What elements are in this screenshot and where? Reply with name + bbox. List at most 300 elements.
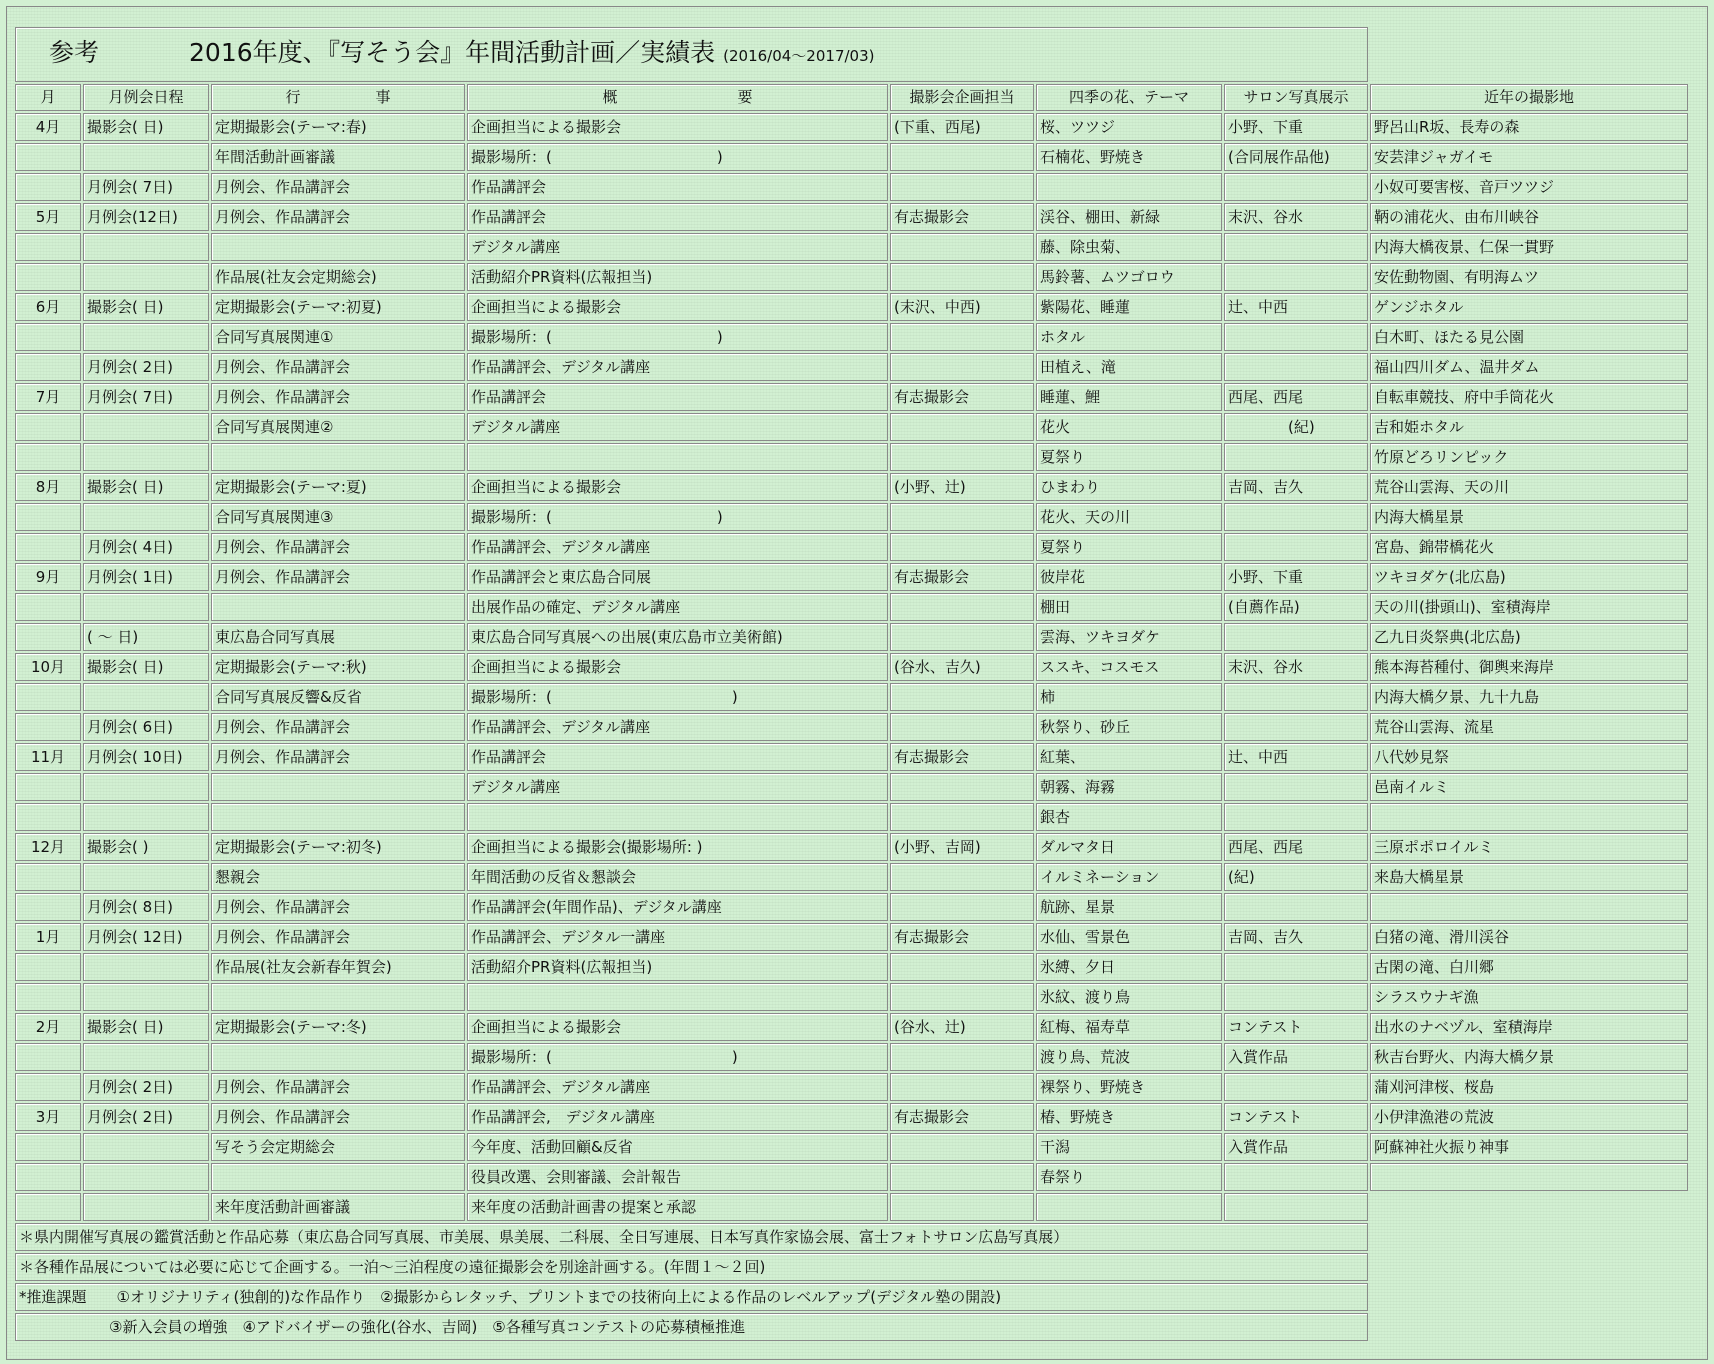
title-period: (2016/04〜2017/03): [723, 47, 875, 65]
table-row: [15, 473, 1688, 501]
table-cell: 月例会、作品講評会: [211, 353, 465, 381]
table-cell: (自薦作品): [1224, 593, 1368, 621]
table-cell: 月例会( 1日): [83, 563, 209, 591]
table-cell: [83, 683, 209, 711]
table-row: [15, 1163, 1688, 1191]
month-cell: 12月: [15, 833, 81, 861]
month-cell: 3月: [15, 1103, 81, 1131]
table-cell: [890, 1193, 1034, 1221]
table-cell: 古閑の滝、白川郷: [1370, 953, 1688, 981]
table-cell: 企画担当による撮影会: [467, 473, 888, 501]
month-cell: [15, 443, 81, 471]
table-cell: 吉和姫ホタル: [1370, 413, 1688, 441]
table-cell: 月例会( 7日): [83, 173, 209, 201]
table-cell: [1224, 713, 1368, 741]
table-cell: 有志撮影会: [890, 923, 1034, 951]
table-cell: 氷紋、渡り鳥: [1036, 983, 1222, 1011]
blank-cell: [1370, 1313, 1688, 1341]
table-cell: 月例会、作品講評会: [211, 563, 465, 591]
table-cell: (紀): [1224, 863, 1368, 891]
table-cell: 秋吉台野火、内海大橋夕景: [1370, 1043, 1688, 1071]
table-cell: 紅梅、福寿草: [1036, 1013, 1222, 1041]
table-cell: シラスウナギ漁: [1370, 983, 1688, 1011]
table-cell: 銀杏: [1036, 803, 1222, 831]
table-cell: 役員改選、会則審議、会計報告: [467, 1163, 888, 1191]
table-cell: 氷縛、夕日: [1036, 953, 1222, 981]
table-cell: [211, 983, 465, 1011]
table-row: [15, 323, 1688, 351]
table-cell: [1224, 173, 1368, 201]
table-row: [15, 833, 1688, 861]
table-cell: ススキ、コスモス: [1036, 653, 1222, 681]
table-cell: 彼岸花: [1036, 563, 1222, 591]
table-row: [15, 593, 1688, 621]
table-cell: 内海大橋星景: [1370, 503, 1688, 531]
month-cell: [15, 1133, 81, 1161]
month-cell: [15, 713, 81, 741]
table-cell: [890, 503, 1034, 531]
table-cell: [890, 1043, 1034, 1071]
table-cell: 作品講評会、デジタル講座: [467, 713, 888, 741]
column-header: 撮影会企画担当: [890, 84, 1034, 111]
table-cell: 月例会( 2日): [83, 353, 209, 381]
table-cell: 来年度の活動計画書の提案と承認: [467, 1193, 888, 1221]
table-cell: [1224, 503, 1368, 531]
table-cell: 活動紹介PR資料(広報担当): [467, 263, 888, 291]
note-row: [15, 1313, 1688, 1341]
table-cell: 定期撮影会(テーマ:夏): [211, 473, 465, 501]
table-cell: 作品講評会: [467, 173, 888, 201]
table-cell: 内海大橋夜景、仁保一貫野: [1370, 233, 1688, 261]
title-blank: [1370, 27, 1688, 82]
month-cell: [15, 173, 81, 201]
table-cell: [890, 233, 1034, 261]
table-cell: 白猪の滝、滑川渓谷: [1370, 923, 1688, 951]
table-cell: 荒谷山雲海、流星: [1370, 713, 1688, 741]
month-cell: 1月: [15, 923, 81, 951]
table-row: [15, 773, 1688, 801]
table-cell: [211, 773, 465, 801]
table-cell: 写そう会定期総会: [211, 1133, 465, 1161]
table-cell: [83, 983, 209, 1011]
table-row: [15, 233, 1688, 261]
month-cell: 4月: [15, 113, 81, 141]
table-cell: 撮影場所：( ): [467, 1043, 888, 1071]
table-row: [15, 713, 1688, 741]
month-cell: [15, 1193, 81, 1221]
table-cell: [83, 863, 209, 891]
table-cell: 定期撮影会(テーマ:秋): [211, 653, 465, 681]
month-cell: 10月: [15, 653, 81, 681]
column-header: 月: [15, 84, 81, 111]
title-prefix: 参考: [49, 38, 100, 67]
table-cell: [467, 443, 888, 471]
table-row: [15, 1103, 1688, 1131]
table-cell: [1224, 1163, 1368, 1191]
table-row: [15, 653, 1688, 681]
table-cell: [467, 983, 888, 1011]
table-cell: [83, 1163, 209, 1191]
column-header: サロン写真展示: [1224, 84, 1368, 111]
table-cell: 月例会、作品講評会: [211, 533, 465, 561]
table-cell: 辻、中西: [1224, 743, 1368, 771]
table-cell: [890, 683, 1034, 711]
note-text: ＊県内開催写真展の鑑賞活動と作品応募（東広島合同写真展、市美展、県美展、二科展、全日写連展、日本写真作家協会展、富士フォトサロン広島写真展）: [15, 1223, 1368, 1251]
table-cell: デジタル講座: [467, 233, 888, 261]
table-row: [15, 353, 1688, 381]
table-cell: (紀): [1224, 413, 1368, 441]
month-cell: 9月: [15, 563, 81, 591]
table-cell: [890, 323, 1034, 351]
table-cell: 紅葉、: [1036, 743, 1222, 771]
table-cell: 月例会( 8日): [83, 893, 209, 921]
table-cell: 月例会( 7日): [83, 383, 209, 411]
table-cell: 白木町、ほたる見公園: [1370, 323, 1688, 351]
table-cell: 作品講評会: [467, 203, 888, 231]
table-row: [15, 1043, 1688, 1071]
table-row: [15, 1133, 1688, 1161]
column-header: 月例会日程: [83, 84, 209, 111]
table-row: [15, 1193, 1688, 1221]
month-cell: [15, 533, 81, 561]
table-cell: 熊本海苔種付、御輿来海岸: [1370, 653, 1688, 681]
table-cell: [1370, 1163, 1688, 1191]
page-title: 2016年度、『写そう会』年間活動計画／実績表: [189, 38, 716, 67]
title-row: [15, 27, 1688, 82]
table-cell: 月例会( 2日): [83, 1103, 209, 1131]
table-cell: 合同写真展関連③: [211, 503, 465, 531]
month-cell: 6月: [15, 293, 81, 321]
table-cell: 三原ポポロイルミ: [1370, 833, 1688, 861]
table-cell: [467, 803, 888, 831]
table-cell: 懇親会: [211, 863, 465, 891]
table-cell: 藤、除虫菊、: [1036, 233, 1222, 261]
table-cell: 撮影場所：( ): [467, 143, 888, 171]
table-cell: [890, 893, 1034, 921]
table-cell: 入賞作品: [1224, 1133, 1368, 1161]
table-cell: 定期撮影会(テーマ:春): [211, 113, 465, 141]
table-cell: [1224, 893, 1368, 921]
month-cell: 7月: [15, 383, 81, 411]
table-cell: (小野、辻): [890, 473, 1034, 501]
table-cell: 合同写真展関連②: [211, 413, 465, 441]
table-row: [15, 983, 1688, 1011]
table-row: [15, 203, 1688, 231]
table-cell: 撮影場所：( ): [467, 683, 888, 711]
table-cell: [1224, 443, 1368, 471]
month-cell: 5月: [15, 203, 81, 231]
table-cell: [83, 1133, 209, 1161]
table-cell: [890, 863, 1034, 891]
table-cell: 月例会、作品講評会: [211, 743, 465, 771]
table-cell: [1036, 1193, 1222, 1221]
table-cell: [1370, 893, 1688, 921]
month-cell: [15, 1163, 81, 1191]
table-row: [15, 293, 1688, 321]
table-cell: [83, 263, 209, 291]
table-cell: 撮影会( 日): [83, 113, 209, 141]
table-cell: 来島大橋星景: [1370, 863, 1688, 891]
table-cell: 小野、下重: [1224, 113, 1368, 141]
table-cell: [890, 263, 1034, 291]
table-cell: [211, 233, 465, 261]
table-cell: 定期撮影会(テーマ:冬): [211, 1013, 465, 1041]
table-cell: コンテスト: [1224, 1103, 1368, 1131]
table-cell: 桜、ツツジ: [1036, 113, 1222, 141]
table-cell: 小伊津漁港の荒波: [1370, 1103, 1688, 1131]
table-cell: 月例会( 12日): [83, 923, 209, 951]
table-cell: [1224, 1073, 1368, 1101]
table-cell: [83, 1043, 209, 1071]
table-cell: 棚田: [1036, 593, 1222, 621]
table-cell: 定期撮影会(テーマ:初夏): [211, 293, 465, 321]
table-cell: [211, 1163, 465, 1191]
table-cell: 作品講評会(年間作品)、デジタル講座: [467, 893, 888, 921]
table-cell: 月例会、作品講評会: [211, 203, 465, 231]
table-cell: 入賞作品: [1224, 1043, 1368, 1071]
table-cell: 柿: [1036, 683, 1222, 711]
table-cell: 作品講評会: [467, 383, 888, 411]
table-cell: [1224, 263, 1368, 291]
table-cell: [1224, 233, 1368, 261]
table-cell: [83, 773, 209, 801]
month-cell: [15, 233, 81, 261]
table-cell: [890, 173, 1034, 201]
table-cell: (末沢、中西): [890, 293, 1034, 321]
table-cell: 有志撮影会: [890, 203, 1034, 231]
table-cell: [890, 413, 1034, 441]
blank-cell: [1370, 1193, 1688, 1221]
month-cell: 11月: [15, 743, 81, 771]
table-cell: 有志撮影会: [890, 563, 1034, 591]
table-cell: 田植え、滝: [1036, 353, 1222, 381]
table-cell: 渓谷、棚田、新緑: [1036, 203, 1222, 231]
table-cell: 撮影会( 日): [83, 293, 209, 321]
table-cell: 企画担当による撮影会: [467, 113, 888, 141]
table-cell: 西尾、西尾: [1224, 833, 1368, 861]
table-cell: 作品講評会、デジタル講座: [467, 1073, 888, 1101]
table-cell: [83, 803, 209, 831]
table-cell: [83, 443, 209, 471]
table-cell: [1224, 353, 1368, 381]
table-cell: [211, 1043, 465, 1071]
table-cell: [83, 953, 209, 981]
table-cell: (下重、西尾): [890, 113, 1034, 141]
month-cell: [15, 593, 81, 621]
table-cell: [1224, 683, 1368, 711]
blank-cell: [1370, 1223, 1688, 1251]
table-cell: 内海大橋夕景、九十九島: [1370, 683, 1688, 711]
table-cell: [890, 1163, 1034, 1191]
month-cell: [15, 773, 81, 801]
table-cell: 年間活動の反省＆懇談会: [467, 863, 888, 891]
table-cell: 朝霧、海霧: [1036, 773, 1222, 801]
table-cell: 作品講評会、デジタル一講座: [467, 923, 888, 951]
table-cell: 吉岡、吉久: [1224, 923, 1368, 951]
table-row: [15, 113, 1688, 141]
table-cell: [211, 593, 465, 621]
table-row: [15, 1073, 1688, 1101]
table-cell: [890, 713, 1034, 741]
table-row: [15, 563, 1688, 591]
table-cell: [1224, 623, 1368, 651]
table-cell: イルミネーション: [1036, 863, 1222, 891]
table-cell: 撮影場所：( ): [467, 323, 888, 351]
table-cell: コンテスト: [1224, 1013, 1368, 1041]
month-cell: [15, 953, 81, 981]
table-cell: 月例会、作品講評会: [211, 893, 465, 921]
table-row: [15, 263, 1688, 291]
table-row: [15, 743, 1688, 771]
note-text: ③新入会員の増強 ④アドバイザーの強化(谷水、吉岡) ⑤各種写真コンテストの応募積極推進: [15, 1313, 1368, 1341]
table-cell: 撮影会( 日): [83, 1013, 209, 1041]
month-cell: 2月: [15, 1013, 81, 1041]
table-cell: 干潟: [1036, 1133, 1222, 1161]
table-cell: 宮島、錦帯橋花火: [1370, 533, 1688, 561]
table-cell: 安佐動物園、有明海ムツ: [1370, 263, 1688, 291]
table-cell: [890, 1073, 1034, 1101]
table-cell: 合同写真展反響&反省: [211, 683, 465, 711]
table-cell: [890, 143, 1034, 171]
table-cell: [1224, 323, 1368, 351]
table-cell: 辻、中西: [1224, 293, 1368, 321]
table-cell: 年間活動計画審議: [211, 143, 465, 171]
table-cell: 阿蘇神社火振り神事: [1370, 1133, 1688, 1161]
column-header: 行 事: [211, 84, 465, 111]
table-cell: 西尾、西尾: [1224, 383, 1368, 411]
table-cell: 裸祭り、野焼き: [1036, 1073, 1222, 1101]
table-cell: 出展作品の確定、デジタル講座: [467, 593, 888, 621]
table-cell: [890, 593, 1034, 621]
table-cell: 吉岡、吉久: [1224, 473, 1368, 501]
table-cell: 月例会( 2日): [83, 1073, 209, 1101]
table-cell: 天の川(掛頭山)、室積海岸: [1370, 593, 1688, 621]
table-row: [15, 1013, 1688, 1041]
table-cell: 八代妙見祭: [1370, 743, 1688, 771]
table-cell: 月例会( 4日): [83, 533, 209, 561]
table-cell: ひまわり: [1036, 473, 1222, 501]
table-cell: 月例会、作品講評会: [211, 713, 465, 741]
table-row: [15, 683, 1688, 711]
table-cell: [1224, 953, 1368, 981]
note-row: [15, 1223, 1688, 1251]
table-cell: 企画担当による撮影会(撮影場所: ): [467, 833, 888, 861]
table-cell: 撮影会( 日): [83, 473, 209, 501]
table-cell: 作品講評会: [467, 743, 888, 771]
table-cell: 蒲刈河津桜、桜島: [1370, 1073, 1688, 1101]
table-row: [15, 443, 1688, 471]
blank-cell: [1370, 1253, 1688, 1281]
table-cell: 出水のナベヅル、室積海岸: [1370, 1013, 1688, 1041]
month-cell: [15, 623, 81, 651]
table-cell: 野呂山R坂、長寿の森: [1370, 113, 1688, 141]
table-cell: [890, 953, 1034, 981]
table-cell: 月例会、作品講評会: [211, 173, 465, 201]
table-cell: 石楠花、野焼き: [1036, 143, 1222, 171]
month-cell: [15, 1043, 81, 1071]
table-cell: 有志撮影会: [890, 383, 1034, 411]
table-cell: 月例会(12日): [83, 203, 209, 231]
table-cell: [890, 623, 1034, 651]
blank-cell: [1370, 1283, 1688, 1311]
table-cell: 水仙、雪景色: [1036, 923, 1222, 951]
table-cell: [890, 353, 1034, 381]
table-cell: 花火、天の川: [1036, 503, 1222, 531]
table-row: [15, 623, 1688, 651]
title-cell: [15, 27, 1368, 82]
table-cell: 雲海、ツキヨダケ: [1036, 623, 1222, 651]
month-cell: [15, 893, 81, 921]
table-cell: [83, 143, 209, 171]
table-cell: 小野、下重: [1224, 563, 1368, 591]
table-cell: 撮影会( ): [83, 833, 209, 861]
table-cell: [211, 803, 465, 831]
table-row: [15, 143, 1688, 171]
table-cell: [211, 443, 465, 471]
table-cell: 月例会、作品講評会: [211, 1103, 465, 1131]
table-cell: 定期撮影会(テーマ:初冬): [211, 833, 465, 861]
table-cell: ゲンジホタル: [1370, 293, 1688, 321]
table-cell: 作品講評会、デジタル講座: [467, 353, 888, 381]
table-row: [15, 413, 1688, 441]
table-cell: 活動紹介PR資料(広報担当): [467, 953, 888, 981]
table-cell: 椿、野焼き: [1036, 1103, 1222, 1131]
table-cell: [83, 413, 209, 441]
month-cell: [15, 263, 81, 291]
header-row: [15, 84, 1688, 111]
table-cell: [1370, 803, 1688, 831]
table-cell: [890, 983, 1034, 1011]
table-cell: 春祭り: [1036, 1163, 1222, 1191]
table-cell: (合同展作品他): [1224, 143, 1368, 171]
table-cell: 安芸津ジャガイモ: [1370, 143, 1688, 171]
column-header: 四季の花、テーマ: [1036, 84, 1222, 111]
table-cell: 企画担当による撮影会: [467, 1013, 888, 1041]
table-cell: 小奴可要害桜、音戸ツツジ: [1370, 173, 1688, 201]
table-cell: 作品講評会, デジタル講座: [467, 1103, 888, 1131]
table-cell: 有志撮影会: [890, 1103, 1034, 1131]
table-row: [15, 863, 1688, 891]
table-cell: [890, 1133, 1034, 1161]
table-cell: 月例会、作品講評会: [211, 1073, 465, 1101]
activity-plan-table: [13, 25, 1690, 1343]
table-cell: [1036, 173, 1222, 201]
table-cell: [1224, 1193, 1368, 1221]
table-cell: [83, 1193, 209, 1221]
table-cell: 撮影会( 日): [83, 653, 209, 681]
table-cell: 乙九日炎祭典(北広島): [1370, 623, 1688, 651]
table-cell: [1224, 533, 1368, 561]
table-cell: 作品展(社友会定期総会): [211, 263, 465, 291]
table-cell: 末沢、谷水: [1224, 653, 1368, 681]
month-cell: 8月: [15, 473, 81, 501]
table-cell: 企画担当による撮影会: [467, 293, 888, 321]
month-cell: [15, 413, 81, 441]
note-row: [15, 1283, 1688, 1311]
table-cell: [890, 443, 1034, 471]
table-cell: 荒谷山雲海、天の川: [1370, 473, 1688, 501]
month-cell: [15, 863, 81, 891]
table-row: [15, 383, 1688, 411]
column-header: 近年の撮影地: [1370, 84, 1688, 111]
table-row: [15, 503, 1688, 531]
month-cell: [15, 353, 81, 381]
table-cell: デジタル講座: [467, 413, 888, 441]
table-cell: (谷水、辻): [890, 1013, 1034, 1041]
table-cell: [83, 593, 209, 621]
month-cell: [15, 143, 81, 171]
table-cell: (小野、吉岡): [890, 833, 1034, 861]
